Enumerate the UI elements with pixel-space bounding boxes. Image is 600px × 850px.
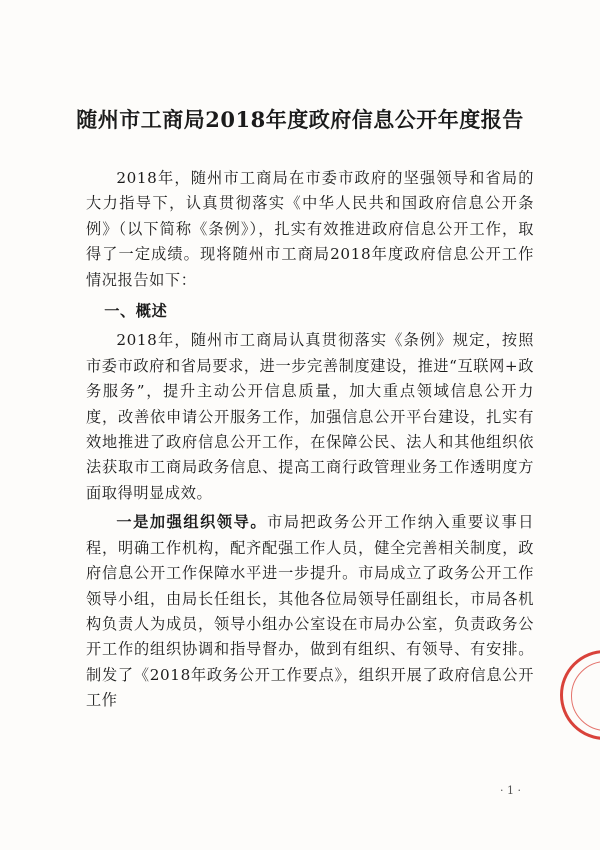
seal-inner-ring <box>571 661 600 731</box>
overview-paragraph: 2018年，随州市工商局认真贯彻落实《条例》规定，按照市委市政府和省局要求，进一步完善制度建设，推进“互联网+政务服务”，提升主动公开信息质量，加大重点领域信息公开力度，改善依申请公开服务工作，加强信息公开平台建设，扎实有效地推进了政府信息公开工作，在保障公民、法人和其他组织依法获取市工商局政务信息、提高工商行政管理业务工作透明度方面取得明显成效。 <box>86 331 534 502</box>
document-title: 随州市工商局2018年度政府信息公开年度报告 <box>76 107 524 132</box>
organization-paragraph <box>86 510 534 713</box>
intro-paragraph: 2018年，随州市工商局在市委市政府的坚强领导和省局的大力指导下，认真贯彻落实《中华人民共和国政府信息公开条例》（以下简称《条例》），扎实有效推进政府信息公开工作，取得了一定成绩。现将随州市工商局2018年度政府信息公开工作情况报告如下： <box>86 169 534 289</box>
page-number: · 1 · <box>500 784 521 797</box>
official-seal-stamp <box>560 650 600 740</box>
paragraph-rest: 市局把政务公开工作纳入重要议事日程，明确工作机构，配齐配强工作人员，健全完善相关制度，政府信息公开工作保障水平进一步提升。市局成立了政务公开工作领导小组，由局长任组长，其他各位局领导任副组长，市局各机构负责人为成员，领导小组办公室设在市局办公室，负责政务公开工作的组织协调和指导督办，做到有组织、有领导、有安排。制发了《2018年政务公开工作要点》，组织开展了政府信息公开工作 <box>86 513 534 710</box>
document-body <box>86 166 534 714</box>
section-heading-overview: 一、概述 <box>104 302 168 321</box>
paragraph-lead: 一是加强组织领导。 <box>116 513 268 532</box>
